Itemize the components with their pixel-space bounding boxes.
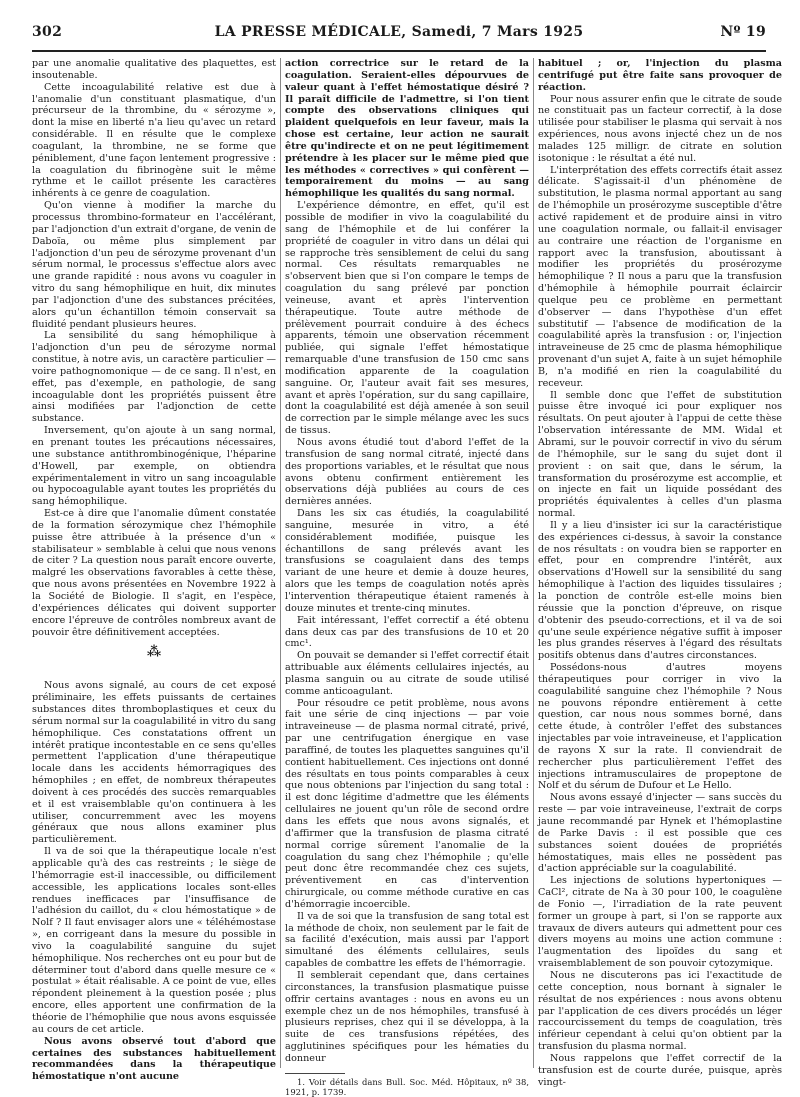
column-divider-2 [533,58,534,1068]
column-divider-1 [280,58,281,1068]
paragraph: L'interprétation des effets correctifs était assez délicate. S'agissait-il d'un phénomène de substitution, le plasma normal apportant au sang de l'hémophile un prosérozyme susceptible d'être activé rapidement et de produire ainsi in vitro une coagulation normale, ou fallait-il envisager au contraire une réaction de l'organisme en rapport avec la transfusion, aboutissant à modifier les propriétés du prosérozyme hémophilique ? Il nous a paru que la transfusion d'hémophile à hémophile pourrait éclaircir quelque peu ce problème en permettant d'observer — dans l'hypothèse d'un effet substitutif — l'absence de modification de la coagulabilité après la transfusion : or, l'injection intraveineuse de 25 cmc de plasma hémophilique provenant d'un sujet A, faite à un sujet hémophile B, n'a modifié en rien la coagulabilité du receveur. [538,164,782,389]
paragraph: Qu'on vienne à modifier la marche du processus thrombino-formateur en l'accélérant, par l'adjonction d'un extrait d'organe, de venin de Daboïa, ou même plus simplement par l'adjonction d'un peu de sérozyme provenant d'un sérum normal, le processus s'effectue alors avec une grande rapidité : nous avons vu coaguler in vitro du sang hémophilique en huit, dix minutes par l'adjonction d'une des substances précitées, alors qu'un échantillon témoin conservait sa fluidité pendant plusieurs heures. [32,200,276,330]
issue-number: Nº 19 [720,24,766,40]
paragraph: habituel ; or, l'injection du plasma centrifugé put être faite sans provoquer de réaction. [538,58,782,93]
paragraph: Cette incoagulabilité relative est due à l'anomalie d'un constituant plasmatique, d'un précurseur de la thrombine, du « sérozyme », dont la mise en liberté n'a lieu qu'avec un retard considérable. Il en résulte que le complexe coagulant, la thrombine, ne se forme que péniblement, d'une façon lentement progressive : la coagulation du fibrinogène suit le même rythme et le caillot présente les caractères inhérents à ce genre de coagulation. [32,81,276,200]
running-header [32,24,766,46]
paragraph: L'expérience démontre, en effet, qu'il est possible de modifier in vivo la coagulabilité du sang de l'hémophile et de lui conférer la propriété de coaguler in vitro dans un délai qui se rapproche très sensiblement de celui du sang normal. Ces résultats remarquables ne s'observent bien que si l'on compare le temps de coagulation du sang prélevé par ponction veineuse, avant et après l'intervention thérapeutique. Toute autre méthode de prélèvement pourrait conduire à des échecs apparents, témoin une observation récemment publiée, qui signale l'effet hémostatique remarquable d'une transfusion de 150 cmc sans modification apparente de la coagulation sanguine. Or, l'auteur avait fait ses mesures, avant et après l'opération, sur du sang capillaire, dont la coagulabilité est déjà amenée à son seuil de correction par le simple mélange avec les sucs de tissus. [285,200,529,437]
paragraph: Nous avons observé tout d'abord que certaines des substances habituellement recommandées dans la thérapeutique hémostatique n'ont aucune [32,1035,276,1083]
paragraph: Il semblerait cependant que, dans certaines circonstances, la transfusion plasmatique puisse offrir certains avantages : nous en avons eu un exemple chez un de nos hémophiles, transfusé à plusieurs reprises, chez qui il se développa, à la suite de ces transfusions répétées, des agglutinines spécifiques pour les hématies du donneur [285,969,529,1064]
paragraph: action correctrice sur le retard de la coagulation. Seraient-elles dépourvues de valeur quant à l'effet hémostatique désiré ? Il paraît difficile de l'admettre, si l'on tient compte des observations cliniques qui plaident quelquefois en leur faveur, mais la chose est certaine, leur action ne saurait être qu'indirecte et on ne peut légitimement prétendre à les placer sur le même pied que les méthodes « correctives » qui confèrent — temporairement du moins — au sang hémophilique les qualités du sang normal. [285,58,529,200]
paragraph: Est-ce à dire que l'anomalie dûment constatée de la formation sérozymique chez l'hémophile puisse être attribuée à la présence d'un « stabilisateur » semblable à celui que nous venons de citer ? La question nous paraît encore ouverte, malgré les observations favorables à cette thèse, que nous avons présentées en Novembre 1922 à la Société de Biologie. Il s'agit, en l'espèce, d'expériences délicates qui doivent supporter encore l'épreuve de contrôles nombreux avant de pouvoir être définitivement acceptées. [32,508,276,638]
paragraph: Nous rappelons que l'effet correctif de la transfusion est de courte durée, puisque, après vingt- [538,1052,782,1088]
paragraph: Les injections de solutions hypertoniques — CaCl², citrate de Na à 30 pour 100, le coagulène de Fonio —, l'irradiation de la rate peuvent former un groupe à part, si l'on se rapporte aux travaux de divers auteurs qui admettent pour ces divers moyens au moins une action commune : l'augmentation des lipoïdes du sang et vraisemblablement de son pouvoir cytozymique. [538,875,782,970]
paragraph: Nous avons étudié tout d'abord l'effet de la transfusion de sang normal citraté, injecté dans des proportions variables, et le résultat que nous avons obtenu confirment entièrement les observations déjà publiées au cours de ces dernières années. [285,437,529,508]
page-number: 302 [32,24,63,40]
paragraph: On pouvait se demander si l'effet correctif était attribuable aux éléments cellulaires injectés, au plasma sanguin ou au citrate de soude utilisé comme anticoagulant. [285,650,529,697]
paragraph: Il va de soi que la thérapeutique locale n'est applicable qu'à des cas restreints ; le siège de l'hémorragie est-il inaccessible, ou difficilement accessible, les applications locales sont-elles rendues inefficaces par l'insuffisance de l'adhésion du caillot, du « clou hémostatique » de Nolf ? Il faut envisager alors une « téléhémostase », en corrigeant dans la mesure du possible in vivo la coagulabilité sanguine du sujet hémophilique. Nos recherches ont eu pour but de déterminer tout d'abord dans quelle mesure ce « postulat » était réalisable. A ce point de vue, elles répondent pleinement à la question posée ; plus encore, elles apportent une confirmation de la théorie de l'hémophilie que nous avons esquissée au cours de cet article. [32,846,276,1035]
footnote: 1. Voir détails dans Bull. Soc. Méd. Hôpitaux, nº 38, 1921, p. 1739. [285,1076,529,1097]
header-rule [32,50,766,52]
paragraph: La sensibilité du sang hémophilique à l'adjonction d'un peu de sérozyme normal constitue, à notre avis, un caractère particulier — voire pathognomonique — de ce sang. Il n'est, en effet, pas d'exemple, en pathologie, de sang incoagulable dont les propriétés puissent être ainsi modifiées par l'adjonction de cette substance. [32,330,276,425]
paragraph: Nous avons essayé d'injecter — sans succès du reste — par voie intraveineuse, l'extrait de corps jaune recommandé par Hynek et l'hémoplastine de Parke Davis : il est possible que ces substances soient douées de propriétés hémostatiques, mais elles ne possèdent pas d'action appréciable sur la coagulabilité. [538,792,782,875]
column-2 [285,58,529,1097]
paragraph: Il va de soi que la transfusion de sang total est la méthode de choix, non seulement par le fait de sa facilité d'exécution, mais aussi par l'apport simultané des éléments cellulaires, seuls capables de combattre les effets de l'hémorragie. [285,910,529,970]
column-3 [538,58,782,1088]
paragraph: Dans les six cas étudiés, la coagulabilité sanguine, mesurée in vitro, a été considérablement modifiée, puisque les échantillons de sang prélevés avant les transfusions se coagulaient dans des temps variant de une heure et demie à douze heures, alors que les temps de coagulation notés après l'intervention thérapeutique étaient ramenés à douze minutes et trente-cinq minutes. [285,508,529,614]
journal-title: LA PRESSE MÉDICALE, Samedi, 7 Mars 1925 [214,24,584,40]
paragraph: par une anomalie qualitative des plaquettes, est insoutenable. [32,58,276,81]
paragraph: Fait intéressant, l'effet correctif a été obtenu dans deux cas par des transfusions de 10 et 20 cmc¹. [285,614,529,650]
paragraph: Pour résoudre ce petit problème, nous avons fait une série de cinq injections — par voie intraveineuse — de plasma normal citraté, privé, par une centrifugation énergique en vase paraffiné, de toutes les plaquettes sanguines qu'il contient habituellement. Ces injections ont donné des résultats en tous points comparables à ceux que nous obtenions par l'injection du sang total : il est donc légitime d'admettre que les éléments cellulaires ne jouent qu'un rôle de second ordre dans les effets que nous avons signalés, et d'affirmer que la transfusion de plasma citraté normal corrige sûrement l'anomalie de la coagulation du sang chez l'hémophile ; qu'elle peut donc être recommandée chez ces sujets, préventivement en cas d'intervention chirurgicale, ou comme méthode curative en cas d'hémorragie incoercible. [285,697,529,910]
paragraph: Nous avons signalé, au cours de cet exposé préliminaire, les effets puissants de certaines substances dites thromboplastiques et ceux du sérum normal sur la coagulabilité in vitro du sang hémophilique. Ces constatations offrent un intérêt pratique incontestable en ce sens qu'elles permettent l'application d'une thérapeutique locale dans les accidents hémorragiques des hémophiles ; en effet, de nombreux thérapeutes doivent à ces procédés des succès remarquables et il est vraisemblable qu'on continuera à les utiliser, concurremment avec les moyens généraux que nous allons examiner plus particulièrement. [32,680,276,846]
paragraph: Il y a lieu d'insister ici sur la caractéristique des expériences ci-dessus, à savoir la constance de nos résultats : on voudra bien se rapporter en effet, pour en comprendre l'intérêt, aux observations d'Howell sur la sensibilité du sang hémophilique à l'action des liquides tissulaires ; la ponction de contrôle est-elle moins bien réussie que la ponction d'épreuve, on risque d'obtenir des pseudo-corrections, et il va de soi qu'une seule expérience négative suffit à imposer les plus grandes réserves à l'égard des résultats positifs obtenus dans d'autres circonstances. [538,519,782,662]
paragraph: Nous ne discuterons pas ici l'exactitude de cette conception, nous bornant à signaler le résultat de nos expériences : nous avons obtenu par l'application de ces divers procédés un léger raccourcissement du temps de coagulation, très inférieur cependant à celui qu'on obtient par la transfusion du plasma normal. [538,969,782,1053]
section-asterism: ⁂ [146,644,162,661]
paragraph: Possédons-nous d'autres moyens thérapeutiques pour corriger in vivo la coagulabilité sanguine chez l'hémophile ? Nous ne pouvons répondre entièrement à cette question, car nous nous sommes borné, dans cette étude, à contrôler l'effet des substances injectables par voie intraveineuse, et l'application de rayons X sur la rate. Il conviendrait de rechercher plus particulièrement l'effet des injections intramusculaires de propeptone de Nolf et du sérum de Dufour et Le Hello. [538,662,782,792]
footnote-rule [285,1073,345,1074]
column-1 [32,58,276,1083]
paragraph: Pour nous assurer enfin que le citrate de soude ne constituait pas un facteur correctif, à la dose utilisée pour stabiliser le plasma qui servait à nos expériences, nous avons injecté chez un de nos malades 125 milligr. de citrate en solution isotonique : le résultat a été nul. [538,93,782,164]
paragraph: Il semble donc que l'effet de substitution puisse être invoqué ici pour expliquer nos résultats. On peut ajouter à l'appui de cette thèse l'observation intéressante de MM. Widal et Abrami, sur le pouvoir correctif in vivo du sérum de l'hémophile, sur le sang du sujet dont il provient : on sait que, dans le sérum, la transformation du prosérozyme est accomplie, et on injecte en fait un liquide possédant des propriétés équivalentes à celles d'un plasma normal. [538,389,782,520]
paragraph: Inversement, qu'on ajoute à un sang normal, en prenant toutes les précautions nécessaires, une substance antithrombinogénique, l'héparine d'Howell, par exemple, on obtiendra expérimentalement in vitro un sang incoagulable ou hypocoagulable ayant toutes les propriétés du sang hémophilique. [32,425,276,508]
